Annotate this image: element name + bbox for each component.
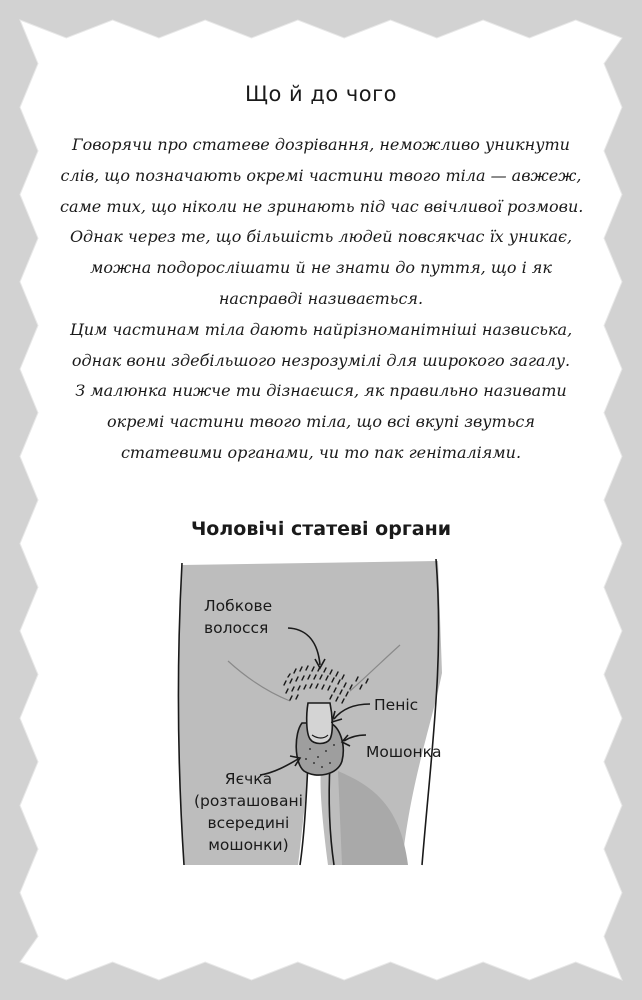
label-testes <box>194 768 303 856</box>
label-scrotum: Мошонка <box>366 743 442 761</box>
body-paragraph <box>60 130 582 469</box>
label-pubic-hair <box>204 595 272 639</box>
penis-shape <box>307 703 333 744</box>
text-line: статевими органами, чи то пак геніталіями. <box>120 442 522 462</box>
text-line: З малюнка нижче ти дізнаєшся, як правильно називати <box>75 381 567 401</box>
text-line: можна подорослішати й не знати до пуття, що і як <box>90 258 552 278</box>
label-line: всередині <box>207 814 290 832</box>
text-line: насправді називається. <box>218 288 424 308</box>
text-line: Однак через те, що більшість людей повсякчас їх уникає, <box>69 227 573 247</box>
label-line: Яєчка <box>224 770 273 788</box>
text-line: Говорячи про статеве дозрівання, неможливо уникнути <box>72 135 570 154</box>
text-line: однак вони здебільшого незрозумілі для широкого загалу. <box>71 350 571 370</box>
label-line: волосся <box>204 619 269 637</box>
text-line: слів, що позначають окремі частини твого тіла — авжеж, <box>60 165 582 185</box>
label-line: Лобкове <box>204 597 273 615</box>
text-line: саме тих, що ніколи не зринають під час ввічливої розмови. <box>60 196 584 216</box>
label-penis: Пеніс <box>374 696 419 714</box>
text-line: окремі частини твого тіла, що всі вкупі звуться <box>107 412 535 432</box>
diagram-heading: Чоловічі статеві органи <box>190 518 452 540</box>
text-line: Цим частинам тіла дають найрізноманітніші назвиська, <box>69 319 573 339</box>
label-line: (розташовані <box>194 792 303 810</box>
page-title: Що й до чого <box>245 82 397 106</box>
label-line: мошонки) <box>208 836 289 854</box>
